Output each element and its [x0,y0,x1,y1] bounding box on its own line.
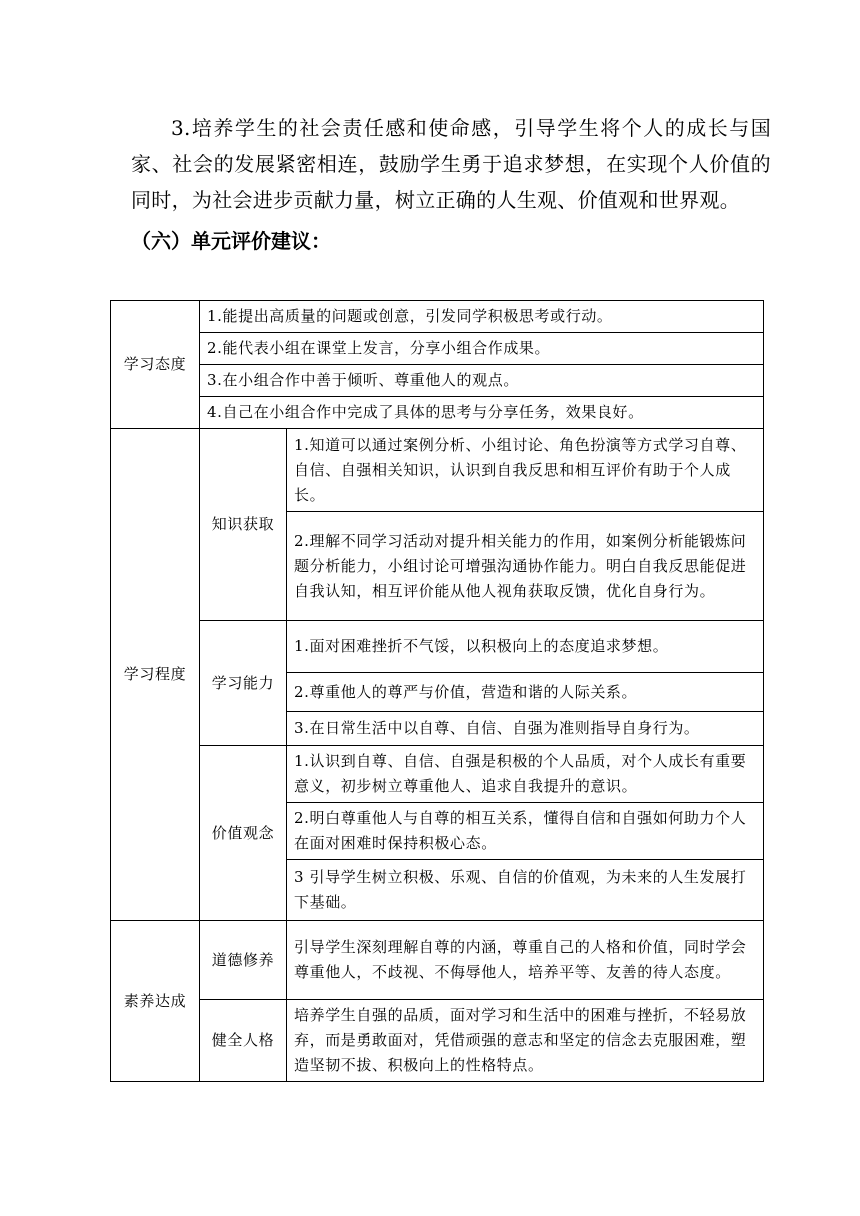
table-row [111,301,764,333]
subcategory-ability: 学习能力 [200,621,287,746]
category-learning-level: 学习程度 [111,429,200,921]
table-row [111,429,764,512]
criterion-item: 2.理解不同学习活动对提升相关能力的作用，如案例分析能锻炼问题分析能力，小组讨论可增强沟通协作能力。明白自我反思能促进自我认知，相互评价能从他人视角获取反馈，优化自身行为。 [287,512,764,621]
criterion-item: 2.明白尊重他人与自尊的相互关系，懂得自信和自强如何助力个人在面对困难时保持积极心态。 [287,803,764,860]
criterion-item: 培养学生自强的品质，面对学习和生活中的困难与挫折，不轻易放弃，而是勇敢面对，凭借顽强的意志和坚定的信念去克服困难，塑造坚韧不拔、积极向上的性格特点。 [287,1000,764,1082]
criterion-item: 1.认识到自尊、自信、自强是积极的个人品质，对个人成长有重要意义，初步树立尊重他人、追求自我提升的意识。 [287,746,764,803]
criterion-item: 3.在日常生活中以自尊、自信、自强为准则指导自身行为。 [287,712,764,746]
table-row [111,397,764,429]
criterion-item: 1.面对困难挫折不气馁，以积极向上的态度追求梦想。 [287,621,764,673]
subcategory-personality: 健全人格 [200,1000,287,1082]
subcategory-knowledge: 知识获取 [200,429,287,621]
criterion-item: 2.能代表小组在课堂上发言，分享小组合作成果。 [200,333,764,365]
table-row [111,746,764,803]
category-literacy: 素养达成 [111,921,200,1082]
evaluation-table [110,300,764,1082]
table-row [111,365,764,397]
section-heading: （六）单元评价建议： [131,229,331,253]
table-row [111,921,764,1000]
criterion-item: 1.知道可以通过案例分析、小组讨论、角色扮演等方式学习自尊、自信、自强相关知识，认识到自我反思和相互评价有助于个人成长。 [287,429,764,512]
criterion-item: 2.尊重他人的尊严与价值，营造和谐的人际关系。 [287,673,764,712]
criterion-item: 4.自己在小组合作中完成了具体的思考与分享任务，效果良好。 [200,397,764,429]
criterion-item: 3 引导学生树立积极、乐观、自信的价值观，为未来的人生发展打下基础。 [287,860,764,921]
criterion-item: 引导学生深刻理解自尊的内涵，尊重自己的人格和价值，同时学会尊重他人，不歧视、不侮辱他人，培养平等、友善的待人态度。 [287,921,764,1000]
criterion-item: 1.能提出高质量的问题或创意，引发同学积极思考或行动。 [200,301,764,333]
table-row [111,1000,764,1082]
subcategory-moral: 道德修养 [200,921,287,1000]
category-learning-attitude: 学习态度 [111,301,200,429]
table-row [111,333,764,365]
intro-paragraph: 3.培养学生的社会责任感和使命感，引导学生将个人的成长与国家、社会的发展紧密相连，鼓励学生勇于追求梦想，在实现个人价值的同时，为社会进步贡献力量，树立正确的人生观、价值观和世界观。 [131,116,771,212]
subcategory-values: 价值观念 [200,746,287,921]
table-row [111,621,764,673]
criterion-item: 3.在小组合作中善于倾听、尊重他人的观点。 [200,365,764,397]
